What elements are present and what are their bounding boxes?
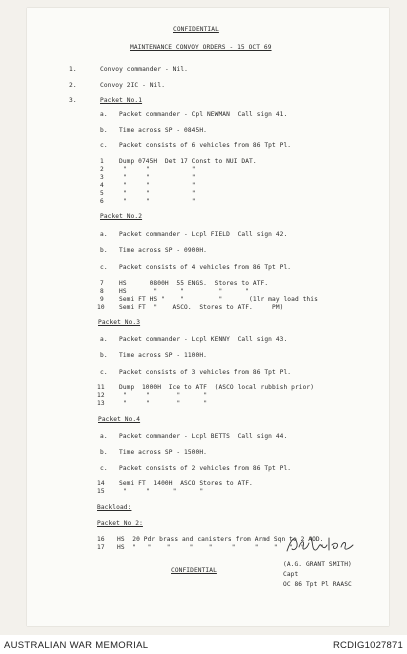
sub-text: Packet consists of 6 vehicles from 86 Tpt Pl. bbox=[119, 142, 292, 149]
vehicle-text: HS " " " " bbox=[119, 288, 250, 295]
vehicle-number: 17 bbox=[97, 544, 105, 551]
sub-label: c. bbox=[100, 369, 108, 376]
item-text: Convoy 2IC - Nil. bbox=[100, 82, 166, 89]
vehicle-text: HS 0800H 55 ENGS. Stores to ATF. bbox=[119, 280, 269, 287]
sub-text: Packet commander - Cpl NEWMAN Call sign 41. bbox=[119, 111, 288, 118]
sub-text: Packet consists of 2 vehicles from 86 Tpt Pl. bbox=[119, 465, 292, 472]
vehicle-number: 5 bbox=[100, 190, 104, 197]
vehicle-number: 13 bbox=[97, 400, 105, 407]
sub-text: Packet commander - Lcpl KENNY Call sign 43. bbox=[119, 336, 288, 343]
packet-heading: Packet No.4 bbox=[98, 416, 141, 423]
archive-footer bbox=[0, 635, 407, 654]
vehicle-text: HS " " " " " " " " " " " bbox=[117, 544, 324, 551]
document-title: MAINTENANCE CONVOY ORDERS - 15 OCT 69 bbox=[130, 44, 272, 51]
sub-label: b. bbox=[100, 247, 108, 254]
packet-heading: Packet No.3 bbox=[98, 319, 141, 326]
vehicle-text: " " " bbox=[123, 198, 196, 205]
item-number: 2. bbox=[69, 82, 77, 89]
vehicle-number: 15 bbox=[97, 488, 105, 495]
vehicle-text: Dump 0745H Det 17 Const to NUI DAT. bbox=[119, 158, 257, 165]
signatory-rank: Capt bbox=[283, 571, 299, 578]
signatory-unit: OC 86 Tpt Pl RAASC bbox=[283, 581, 352, 588]
sub-text: Packet commander - Lcpl BETTS Call sign 44. bbox=[119, 433, 288, 440]
classification-footer: CONFIDENTIAL bbox=[171, 567, 217, 574]
item-number: 3. bbox=[69, 97, 77, 104]
sub-label: b. bbox=[100, 352, 108, 359]
vehicle-text: " " " bbox=[123, 174, 196, 181]
sub-label: c. bbox=[100, 142, 108, 149]
sub-text: Time across SP - 0845H. bbox=[119, 127, 207, 134]
packet-heading: Packet No.1 bbox=[100, 97, 143, 104]
sub-label: b. bbox=[100, 127, 108, 134]
sub-label: a. bbox=[100, 433, 108, 440]
vehicle-number: 16 bbox=[97, 536, 105, 543]
vehicle-text: Semi FT 1400H ASCO Stores to ATF. bbox=[119, 480, 253, 487]
vehicle-number: 7 bbox=[100, 280, 104, 287]
vehicle-number: 10 bbox=[97, 304, 105, 311]
sub-label: b. bbox=[100, 449, 108, 456]
classification-header: CONFIDENTIAL bbox=[173, 26, 219, 33]
vehicle-text: HS 20 Pdr brass and canisters from Armd Sqn to 2 AOD. bbox=[117, 536, 324, 543]
sub-label: a. bbox=[100, 231, 108, 238]
sub-text: Time across SP - 1500H. bbox=[119, 449, 207, 456]
backload-heading: Backload: bbox=[97, 504, 132, 511]
vehicle-text: " " " bbox=[123, 166, 196, 173]
vehicle-text: Dump 1000H Ice to ATF (ASCO local rubbish prior) bbox=[119, 384, 315, 391]
vehicle-number: 1 bbox=[100, 158, 104, 165]
vehicle-text: " " " bbox=[123, 182, 196, 189]
vehicle-text: " " " " bbox=[123, 488, 204, 495]
sub-label: a. bbox=[100, 336, 108, 343]
vehicle-text: " " " " bbox=[123, 400, 208, 407]
sub-label: a. bbox=[100, 111, 108, 118]
archive-source: AUSTRALIAN WAR MEMORIAL bbox=[4, 640, 149, 651]
item-text: Convoy commander - Nil. bbox=[100, 66, 188, 73]
vehicle-number: 2 bbox=[100, 166, 104, 173]
signatory-name: (A.G. GRANT SMITH) bbox=[283, 561, 352, 568]
sub-text: Packet consists of 3 vehicles from 86 Tpt Pl. bbox=[119, 369, 292, 376]
vehicle-number: 11 bbox=[97, 384, 105, 391]
vehicle-text: " " " " bbox=[123, 392, 208, 399]
vehicle-text: Semi FT " ASCO. Stores to ATF. PM) bbox=[119, 304, 284, 311]
vehicle-number: 14 bbox=[97, 480, 105, 487]
sub-text: Packet consists of 4 vehicles from 86 Tpt Pl. bbox=[119, 264, 292, 271]
vehicle-number: 9 bbox=[100, 296, 104, 303]
sub-text: Time across SP - 1100H. bbox=[119, 352, 207, 359]
vehicle-text: " " " bbox=[123, 190, 196, 197]
vehicle-number: 8 bbox=[100, 288, 104, 295]
sub-label: c. bbox=[100, 465, 108, 472]
vehicle-number: 6 bbox=[100, 198, 104, 205]
vehicle-number: 12 bbox=[97, 392, 105, 399]
archive-reference: RCDIG1027871 bbox=[333, 640, 403, 651]
vehicle-number: 4 bbox=[100, 182, 104, 189]
sub-text: Time across SP - 0900H. bbox=[119, 247, 207, 254]
vehicle-number: 3 bbox=[100, 174, 104, 181]
handwritten-signature bbox=[285, 533, 355, 555]
sub-label: c. bbox=[100, 264, 108, 271]
packet-heading: Packet No.2 bbox=[100, 213, 143, 220]
packet-heading: Packet No 2: bbox=[97, 520, 143, 527]
vehicle-text: Semi FT HS " " " (1lr may load this bbox=[119, 296, 318, 303]
item-number: 1. bbox=[69, 66, 77, 73]
sub-text: Packet commander - Lcpl FIELD Call sign 42. bbox=[119, 231, 288, 238]
